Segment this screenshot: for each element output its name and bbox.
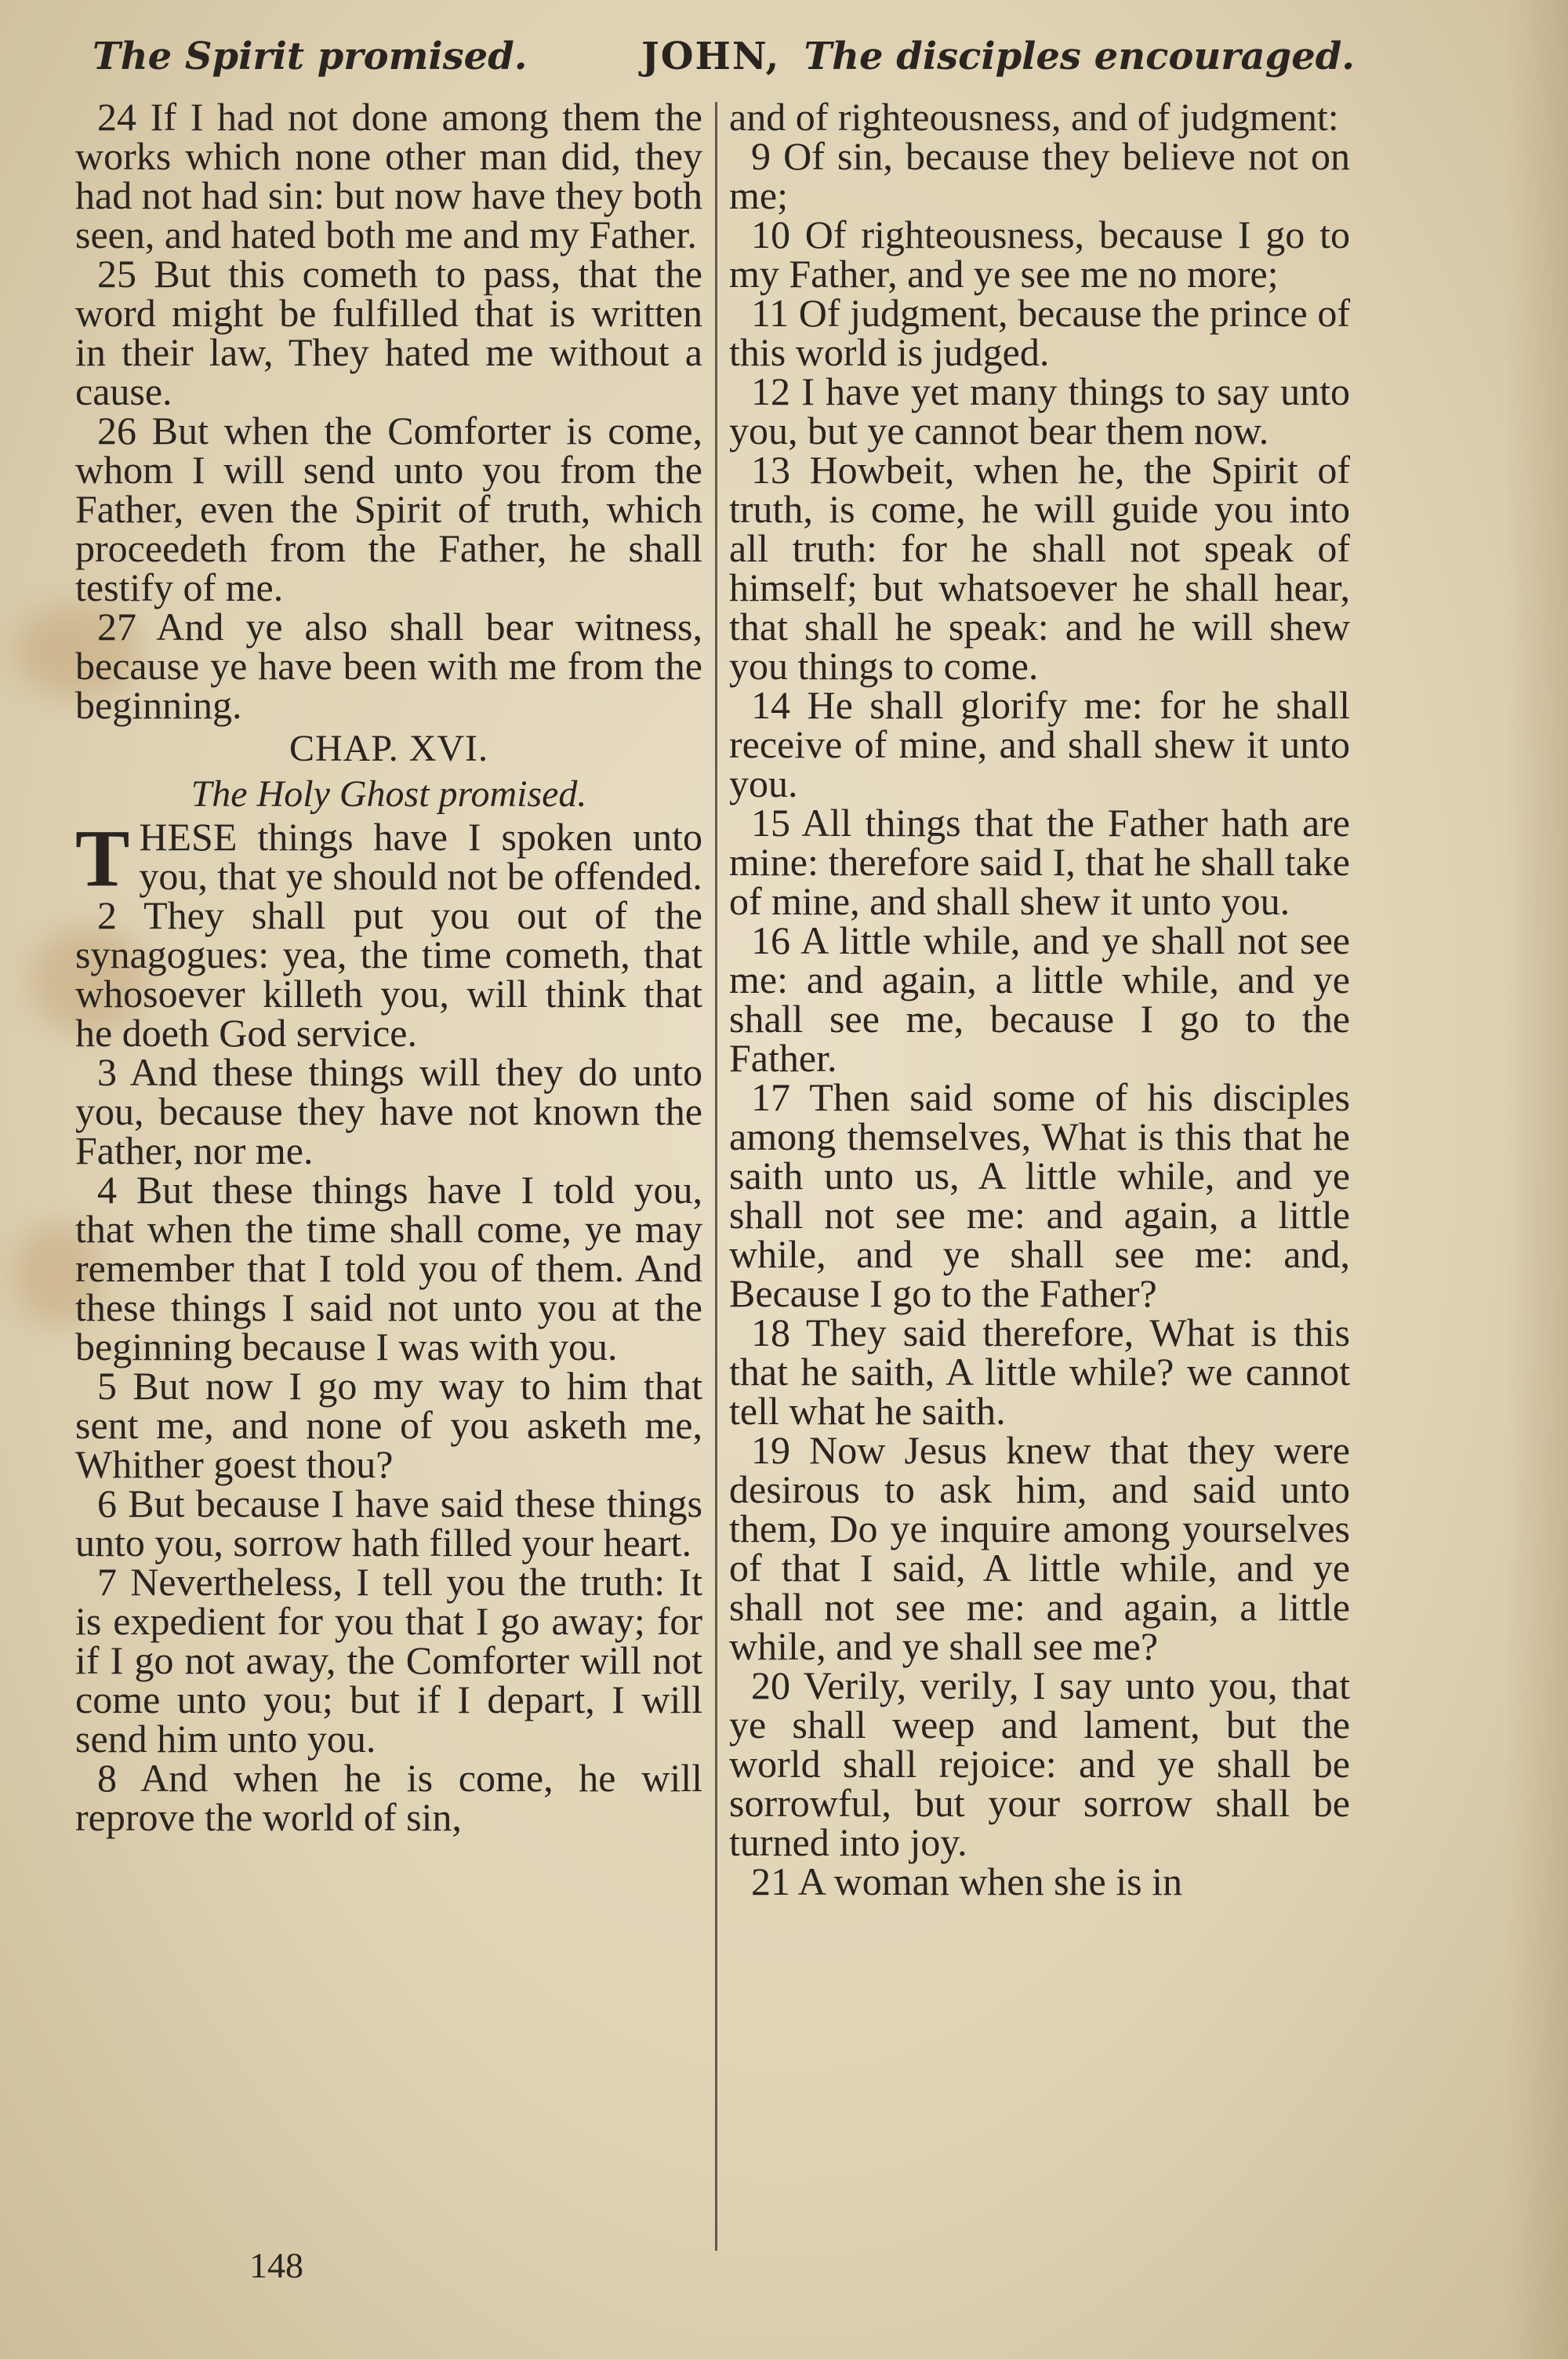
verse: 7 Nevertheless, I tell you the truth: It is expedient for you that I go away; for if I go not away, the Comforter will not come unto you; but if I depart, I will send him unto you. [75,1560,702,1761]
running-header [93,35,1355,97]
verse: 6 But because I have said these things unto you, sorrow hath filled your heart. [75,1481,702,1565]
left-column [75,97,702,1837]
verse: 20 Verily, verily, I say unto you, that ye shall weep and lament, but the world shall rejoice: and ye shall be sorrowful, but your sorrow shall be turned into joy. [729,1663,1350,1864]
verse: 12 I have yet many things to say unto you, but ye cannot bear them now. [729,369,1350,453]
header-right-title: The disciples encouraged. [804,35,1355,78]
verse: 21 A woman when she is in [751,1859,1182,1903]
column-divider [715,102,717,2251]
header-book-name: JOHN, [641,35,781,78]
verse: 27 And ye also shall bear witness, because ye have been with me from the beginning. [75,605,702,727]
verse: 5 But now I go my way to him that sent me, and none of you asketh me, Whither goest thou? [75,1364,702,1486]
verse: 8 And when he is come, he will reprove the world of sin, [75,1756,702,1839]
verse: 3 And these things will they do unto you, because they have not known the Father, nor me. [75,1050,702,1172]
verse: 18 They said therefore, What is this that he saith, A little while? we cannot tell what he saith. [729,1310,1350,1433]
drop-cap: T [75,813,130,903]
verse: 10 Of righteousness, because I go to my Father, and ye see me no more; [729,213,1350,296]
verse: 14 He shall glorify me: for he shall receive of mine, and shall shew it unto you. [729,683,1350,805]
verse: 4 But these things have I told you, that when the time shall come, ye may remember that I told you of them. And these things I said not unto you at the beginning because I was with you. [75,1168,702,1369]
verse: 19 Now Jesus knew that they were desirous to ask him, and said unto them, Do ye inquire among yourselves of that I said, A little while, and ye shall not see me: and again, a little while, and ye shall see me? [729,1428,1350,1668]
verse: 16 A little while, and ye shall not see me: and again, a little while, and ye shall see me, because I go to the Father. [729,918,1350,1080]
right-column [729,97,1350,1901]
verse: 13 Howbeit, when he, the Spirit of truth, is come, he will guide you into all truth: for he shall not speak of himself; but whatsoever he shall hear, that shall he speak: and he will shew you things to come. [729,448,1350,688]
verse: 9 Of sin, because they believe not on me; [729,134,1350,217]
page-number: 148 [249,2245,303,2285]
verse: 24 If I had not done among them the works which none other man did, they had not had sin: but now have they both seen, and hated both me and my Father. [75,95,702,256]
verse: 25 But this cometh to pass, that the word might be fulfilled that is written in their law, They hated me without a cause. [75,252,702,413]
verse: 11 Of judgment, because the prince of this world is judged. [729,291,1350,374]
verse: 17 Then said some of his disciples among themselves, What is this that he saith unto us, A little while, and ye shall not see me: and again, a little while, and ye shall see me: and, Because I go to the Father? [729,1075,1350,1315]
verse: 15 All things that the Father hath are mine: therefore said I, that he shall take of mine, and shall shew it unto you. [729,801,1350,923]
verse: 2 They shall put you out of the synagogues: yea, the time cometh, that whosoever killeth you, will think that he doeth God service. [75,893,702,1055]
page-edge-shadow [1505,0,1568,2359]
first-verse [75,813,702,903]
chapter-subtitle: The Holy Ghost promised. [191,773,587,815]
first-verse-text: HESE things have I spoken unto you, that ye should not be offended. [139,815,702,898]
header-left-title: The Spirit promised. [93,35,528,78]
verse: 26 But when the Comforter is come, whom I will send unto you from the Father, even the Spirit of truth, which proceedeth from the Father, he shall testify of me. [75,409,702,609]
chapter-heading: CHAP. XVI. [289,728,489,769]
verse-continuation: and of righteousness, and of judgment: [729,95,1339,139]
